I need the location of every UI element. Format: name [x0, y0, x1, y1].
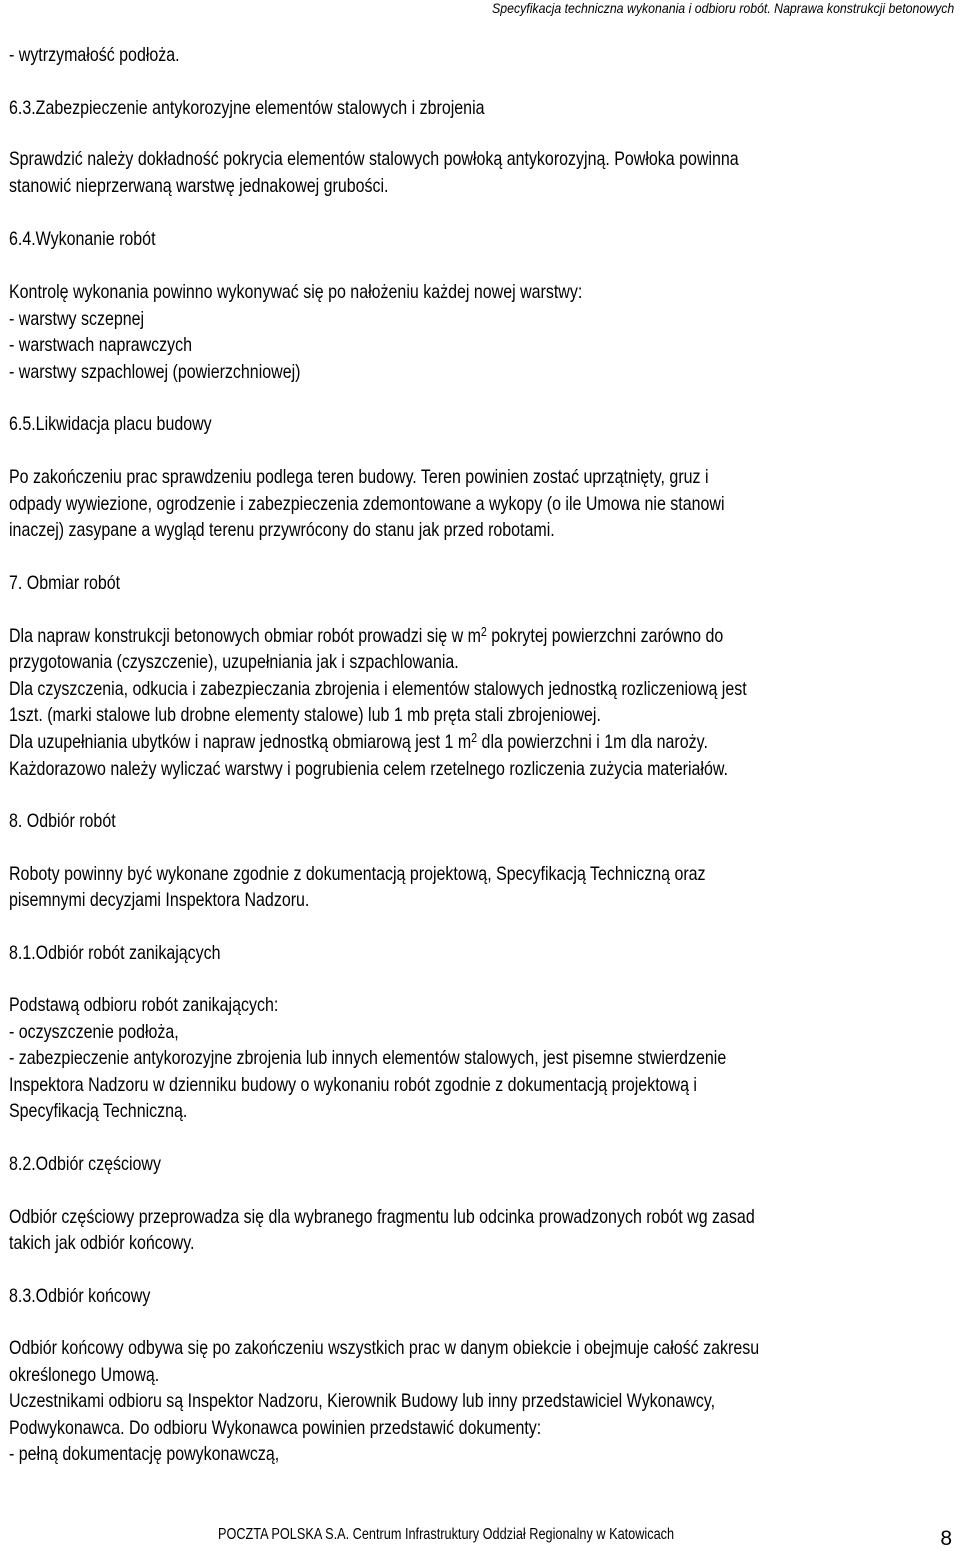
- text-line-main: 8.2.Odbiór częściowy: [9, 1153, 161, 1175]
- text-line: [9, 464, 709, 490]
- text-line: [9, 623, 723, 649]
- text-line-main: pisemnymi decyzjami Inspektora Nadzoru.: [9, 889, 310, 911]
- text-line: [9, 1098, 187, 1124]
- text-line-main: odpady wywiezione, ogrodzenie i zabezpieczenia zdemontowane a wykopy (o ile Umowa nie stanowi: [9, 493, 725, 515]
- text-line: [9, 1388, 715, 1414]
- text-line-main: - warstwy szpachlowej (powierzchniowej): [9, 361, 301, 383]
- text-line: [9, 992, 278, 1018]
- text-line-tail: dla powierzchni i 1m dla naroży.: [477, 731, 708, 753]
- text-line: [9, 1151, 161, 1177]
- text-line: [9, 676, 747, 702]
- text-line-main: 8.3.Odbiór końcowy: [9, 1285, 151, 1307]
- text-line: [9, 1019, 179, 1045]
- text-line: [9, 649, 459, 675]
- text-line: [9, 306, 144, 332]
- text-line: [9, 517, 555, 543]
- text-line: [9, 173, 389, 199]
- text-line: [9, 1230, 194, 1256]
- text-line-main: Sprawdzić należy dokładność pokrycia elementów stalowych powłoką antykorozyjną. Powłoka powinna: [9, 148, 739, 170]
- text-line-main: - pełną dokumentację powykonawczą,: [9, 1443, 280, 1465]
- text-line: [9, 42, 180, 68]
- text-line-tail: pokrytej powierzchni zarówno do: [486, 625, 724, 647]
- text-line-main: - wytrzymałość podłoża.: [9, 44, 180, 66]
- superscript: 2: [471, 730, 478, 745]
- text-line: [9, 411, 212, 437]
- text-line-main: Podstawą odbioru robót zanikających:: [9, 994, 279, 1016]
- text-line-main: Kontrolę wykonania powinno wykonywać się po nałożeniu każdej nowej warstwy:: [9, 281, 583, 303]
- text-line-main: 6.4.Wykonanie robót: [9, 228, 156, 250]
- page-number: 8: [940, 1527, 952, 1550]
- text-line-main: 1szt. (marki stalowe lub drobne elementy stalowe) lub 1 mb pręta stali zbrojeniowej.: [9, 704, 601, 726]
- text-line-main: Inspektora Nadzoru w dzienniku budowy o wykonaniu robót zgodnie z dokumentacją projektową i: [9, 1074, 697, 1096]
- text-line: [9, 1283, 150, 1309]
- text-line: [9, 756, 728, 782]
- text-line-main: - oczyszczenie podłoża,: [9, 1021, 179, 1043]
- text-line-main: Podwykonawca. Do odbioru Wykonawca powinien przedstawić dokumenty:: [9, 1417, 542, 1439]
- text-line: [9, 940, 221, 966]
- text-line: [9, 95, 485, 121]
- text-line-main: Dla czyszczenia, odkucia i zabezpieczania zbrojenia i elementów stalowych jednostką rozliczeniową jest: [9, 678, 747, 700]
- text-line-main: 6.5.Likwidacja placu budowy: [9, 413, 212, 435]
- text-line: [9, 1335, 759, 1361]
- text-line-main: określonego Umową.: [9, 1364, 160, 1386]
- text-line: [9, 491, 725, 517]
- text-line: [9, 861, 706, 887]
- text-line: [9, 359, 300, 385]
- text-line: [9, 1415, 541, 1441]
- text-line-main: - warstwy sczepnej: [9, 308, 145, 330]
- text-line-main: Roboty powinny być wykonane zgodnie z dokumentacją projektową, Specyfikacją Techniczną oraz: [9, 863, 706, 885]
- text-line: [9, 570, 120, 596]
- text-line: [9, 729, 708, 755]
- text-line: [9, 1045, 726, 1071]
- text-line-main: stanowić nieprzerwaną warstwę jednakowej grubości.: [9, 175, 389, 197]
- text-line-main: Każdorazowo należy wyliczać warstwy i pogrubienia celem rzetelnego rozliczenia zużycia materiałów.: [9, 758, 728, 780]
- text-line: [9, 226, 156, 252]
- text-line: [9, 146, 739, 172]
- text-line-main: inaczej) zasypane a wygląd terenu przywrócony do stanu jak przed robotami.: [9, 519, 555, 541]
- text-line: [9, 332, 192, 358]
- text-line-main: - warstwach naprawczych: [9, 334, 193, 356]
- text-line-main: przygotowania (czyszczenie), uzupełniania jak i szpachlowania.: [9, 651, 459, 673]
- text-line: [9, 1072, 697, 1098]
- text-line: [9, 279, 582, 305]
- text-line-main: - zabezpieczenie antykorozyjne zbrojenia lub innych elementów stalowych, jest pisemne stwierdzenie: [9, 1047, 727, 1069]
- text-line: [9, 702, 601, 728]
- page-footer: POCZTA POLSKA S.A. Centrum Infrastruktury Oddział Regionalny w Katowicach: [218, 1526, 675, 1543]
- text-line-main: Specyfikacją Techniczną.: [9, 1100, 188, 1122]
- text-line: [9, 887, 309, 913]
- text-line-main: Dla uzupełniania ubytków i napraw jednostką obmiarową jest 1 m: [9, 731, 472, 753]
- text-line-main: Dla napraw konstrukcji betonowych obmiar robót prowadzi się w m: [9, 625, 481, 647]
- text-line: [9, 1441, 279, 1467]
- text-line-main: Odbiór końcowy odbywa się po zakończeniu wszystkich prac w danym obiekcie i obejmuje całość zakresu: [9, 1337, 760, 1359]
- text-line-main: takich jak odbiór końcowy.: [9, 1232, 195, 1254]
- running-header: Specyfikacja techniczna wykonania i odbioru robót. Naprawa konstrukcji betonowych: [491, 0, 954, 16]
- text-line-main: 7. Obmiar robót: [9, 572, 121, 594]
- text-line: [9, 1204, 755, 1230]
- text-line: [9, 1362, 159, 1388]
- text-line: [9, 808, 116, 834]
- superscript: 2: [480, 624, 487, 639]
- text-line-main: Odbiór częściowy przeprowadza się dla wybranego fragmentu lub odcinka prowadzonych robót wg zasad: [9, 1206, 755, 1228]
- text-line-main: 8.1.Odbiór robót zanikających: [9, 942, 221, 964]
- text-line-main: Po zakończeniu prac sprawdzeniu podlega teren budowy. Teren powinien zostać uprzątnięty, gruz i: [9, 466, 709, 488]
- text-line-main: 8. Odbiór robót: [9, 810, 116, 832]
- text-line-main: Uczestnikami odbioru są Inspektor Nadzoru, Kierownik Budowy lub inny przedstawiciel Wykonawcy,: [9, 1390, 716, 1412]
- text-line-main: 6.3.Zabezpieczenie antykorozyjne elementów stalowych i zbrojenia: [9, 97, 485, 119]
